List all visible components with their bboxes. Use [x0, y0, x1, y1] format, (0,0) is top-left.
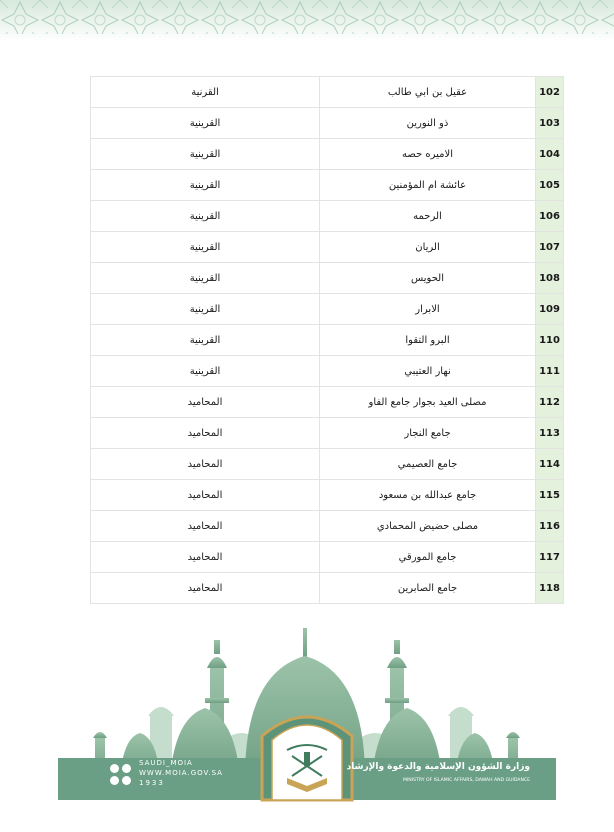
table-row — [91, 77, 564, 108]
region-cell: القرينية — [91, 294, 320, 325]
mosque-name-cell: جامع العصيمي — [320, 449, 536, 480]
region-cell: المحاميد — [91, 542, 320, 573]
region-cell: القرينية — [91, 356, 320, 387]
mosque-name-cell: جامع المورقي — [320, 542, 536, 573]
row-number-cell: 107 — [536, 232, 564, 263]
mosque-name-cell: البرو التقوا — [320, 325, 536, 356]
region-cell: المحاميد — [91, 511, 320, 542]
row-number-cell: 103 — [536, 108, 564, 139]
founding-year: 1933 — [139, 779, 165, 787]
row-number-cell: 104 — [536, 139, 564, 170]
region-cell: المحاميد — [91, 418, 320, 449]
region-cell: المحاميد — [91, 480, 320, 511]
region-cell: القرينية — [91, 170, 320, 201]
table-row — [91, 139, 564, 170]
region-cell: المحاميد — [91, 573, 320, 604]
mosque-name-cell: جامع الصابرين — [320, 573, 536, 604]
mosque-name-cell: جامع عبدالله بن مسعود — [320, 480, 536, 511]
table-row — [91, 418, 564, 449]
table-row — [91, 325, 564, 356]
table-row — [91, 387, 564, 418]
table-row — [91, 201, 564, 232]
row-number-cell: 117 — [536, 542, 564, 573]
region-cell: القرينية — [91, 232, 320, 263]
row-number-cell: 105 — [536, 170, 564, 201]
ministry-name-english: MINISTRY OF ISLAMIC AFFAIRS, DAWAH AND GUIDANCE — [402, 778, 530, 783]
row-number-cell: 115 — [536, 480, 564, 511]
mosque-name-cell: جامع النجار — [320, 418, 536, 449]
region-cell: القرنية — [91, 77, 320, 108]
region-cell: المحاميد — [91, 449, 320, 480]
table-row — [91, 511, 564, 542]
table-row — [91, 356, 564, 387]
mosque-name-cell: الحويس — [320, 263, 536, 294]
instagram-icon[interactable] — [110, 764, 119, 773]
footer-mosque-graphic — [0, 628, 614, 832]
mosque-name-cell: الريان — [320, 232, 536, 263]
row-number-cell: 106 — [536, 201, 564, 232]
row-number-cell: 116 — [536, 511, 564, 542]
region-cell: القرينية — [91, 325, 320, 356]
website-link[interactable]: WWW.MOIA.GOV.SA — [139, 769, 223, 777]
row-number-cell: 110 — [536, 325, 564, 356]
row-number-cell: 109 — [536, 294, 564, 325]
mosques-table — [90, 76, 564, 604]
region-cell: القرينية — [91, 201, 320, 232]
mosque-name-cell: الرحمه — [320, 201, 536, 232]
mosque-name-cell: نهار العتيبي — [320, 356, 536, 387]
mosque-name-cell: عائشة ام المؤمنين — [320, 170, 536, 201]
table-row — [91, 294, 564, 325]
header-pattern — [0, 0, 614, 42]
row-number-cell: 112 — [536, 387, 564, 418]
facebook-icon[interactable] — [110, 776, 119, 785]
table-row — [91, 170, 564, 201]
mosque-name-cell: ذو النورين — [320, 108, 536, 139]
region-cell: المحاميد — [91, 387, 320, 418]
social-handle: SAUDI_MOIA — [139, 759, 193, 767]
table-row — [91, 449, 564, 480]
table-row — [91, 108, 564, 139]
mosque-name-cell: الاميره حصه — [320, 139, 536, 170]
table-row — [91, 573, 564, 604]
row-number-cell: 102 — [536, 77, 564, 108]
row-number-cell: 111 — [536, 356, 564, 387]
table-row — [91, 232, 564, 263]
row-number-cell: 118 — [536, 573, 564, 604]
row-number-cell: 114 — [536, 449, 564, 480]
region-cell: القرينية — [91, 108, 320, 139]
mosque-name-cell: مصلى العيد بجوار جامع الفاو — [320, 387, 536, 418]
mosque-name-cell: الابرار — [320, 294, 536, 325]
mosque-name-cell: مصلى حضيض المحمادي — [320, 511, 536, 542]
mosque-name-cell: عقيل بن ابي طالب — [320, 77, 536, 108]
table-row — [91, 263, 564, 294]
table-row — [91, 542, 564, 573]
region-cell: القرينية — [91, 139, 320, 170]
twitter-icon[interactable] — [122, 776, 131, 785]
youtube-icon[interactable] — [122, 764, 131, 773]
row-number-cell: 113 — [536, 418, 564, 449]
table-row — [91, 480, 564, 511]
row-number-cell: 108 — [536, 263, 564, 294]
ministry-name-arabic: وزارة الشؤون الإسلامية والدعوة والإرشاد — [346, 762, 530, 772]
region-cell: القرينية — [91, 263, 320, 294]
